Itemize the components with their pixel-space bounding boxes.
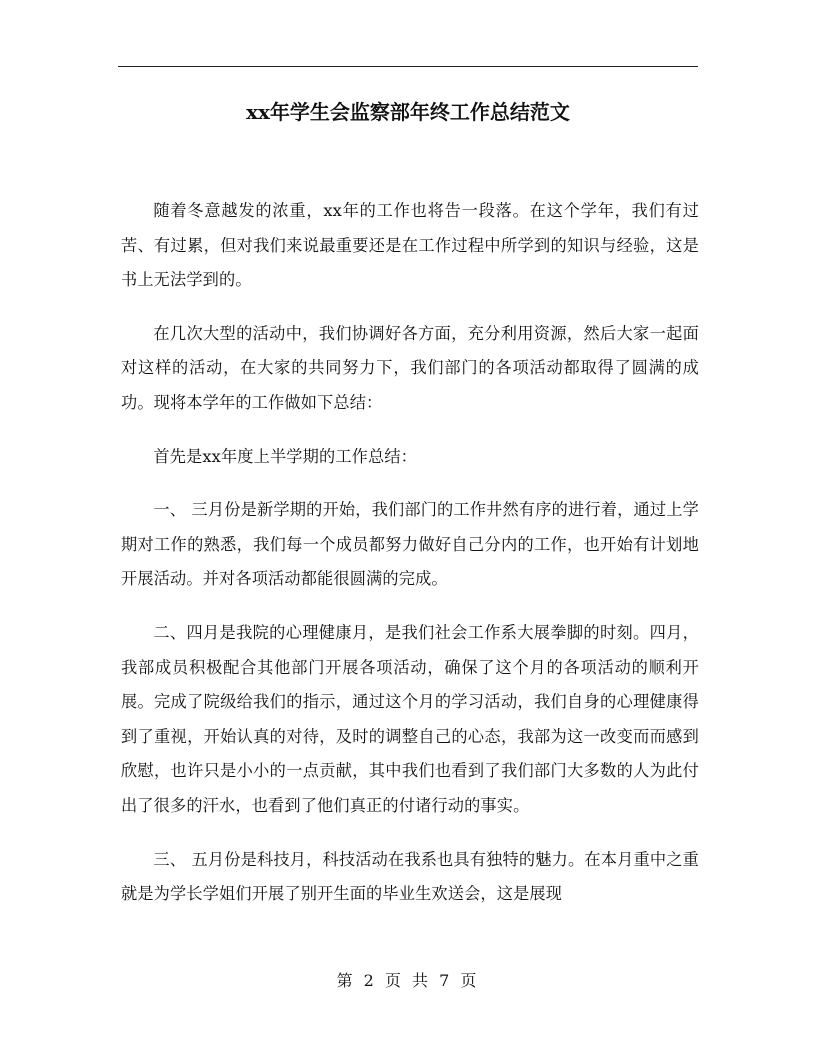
- header-rule: [118, 66, 698, 67]
- paragraph-april: 二、四月是我院的心理健康月，是我们社会工作系大展拳脚的时刻。四月，我部成员积极配合其他部门开展各项活动，确保了这个月的各项活动的顺利开展。完成了院级给我们的指示，通过这个月的学习活动，我们自身的心理健康得到了重视，开始认真的对待，及时的调整自己的心态，我部为这一改变而而感到欣慰，也许只是小小的一点贡献，其中我们也看到了我们部门大多数的人为此付出了很多的汗水，也看到了他们真正的付诸行动的事实。: [121, 622, 699, 815]
- paragraph-first-half-heading: 首先是xx年度上半学期的工作总结：: [153, 446, 418, 466]
- document-title: xx年学生会监察部年终工作总结范文: [246, 100, 570, 124]
- paragraph-activities: 在几次大型的活动中，我们协调好各方面，充分利用资源，然后大家一起面对这样的活动，在大家的共同努力下，我们部门的各项活动都取得了圆满的成功。现将本学年的工作做如下总结：: [121, 323, 699, 412]
- page-number-footer: 第 2 页 共 7 页: [336, 971, 480, 990]
- paragraph-march: 一、 三月份是新学期的开始，我们部门的工作井然有序的进行着，通过上学期对工作的熟悉，我们每一个成员都努力做好自己分内的工作，也开始有计划地开展活动。并对各项活动都能很圆满的完成。: [121, 500, 699, 589]
- paragraph-may: 三、 五月份是科技月，科技活动在我系也具有独特的魅力。在本月重中之重就是为学长学姐们开展了别开生面的毕业生欢送会，这是展现: [121, 849, 699, 904]
- document-body: [121, 194, 699, 931]
- paragraph-intro: 随着冬意越发的浓重，xx年的工作也将告一段落。在这个学年，我们有过苦、有过累，但对我们来说最重要还是在工作过程中所学到的知识与经验，这是书上无法学到的。: [121, 201, 699, 290]
